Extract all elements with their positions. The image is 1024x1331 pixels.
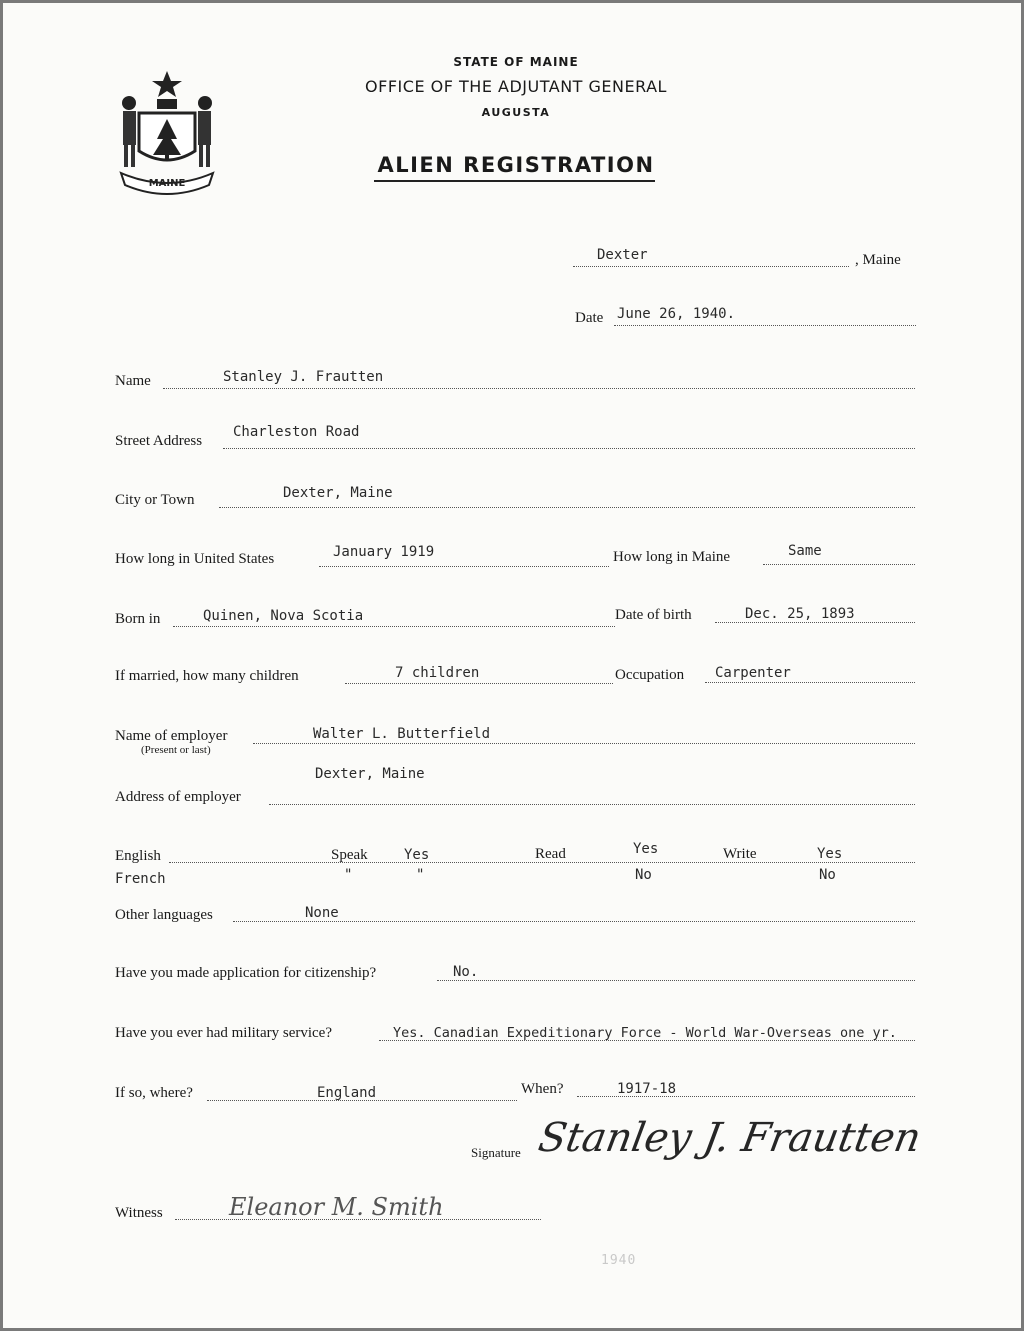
employer-address-label: Address of employer — [115, 789, 241, 805]
name-line — [163, 388, 915, 389]
english-speak-value: Yes — [404, 847, 430, 863]
read-label: Read — [535, 846, 566, 862]
french-speak-ditto: " — [344, 867, 353, 883]
when-value: 1917-18 — [617, 1081, 677, 1097]
dob-value: Dec. 25, 1893 — [745, 606, 855, 622]
english-read-value: Yes — [633, 841, 659, 857]
state-heading: STATE OF MAINE — [453, 55, 579, 69]
where-label: If so, where? — [115, 1085, 193, 1101]
dob-line — [715, 622, 915, 623]
children-label: If married, how many children — [115, 668, 299, 684]
city-value: Dexter, Maine — [283, 485, 393, 501]
date-value: June 26, 1940. — [617, 306, 736, 322]
seal-motto: MAINE — [148, 178, 186, 189]
street-value: Charleston Road — [233, 424, 360, 440]
employer-label: Name of employer — [115, 728, 228, 744]
office-heading: OFFICE OF THE ADJUTANT GENERAL — [365, 77, 667, 96]
other-languages-line — [233, 921, 915, 922]
witness-label: Witness — [115, 1205, 163, 1221]
citizenship-label: Have you made application for citizenship? — [115, 965, 377, 981]
town-line — [573, 266, 849, 267]
occupation-value: Carpenter — [715, 665, 791, 681]
town-suffix: , Maine — [855, 252, 901, 268]
us-time-line — [319, 566, 609, 567]
date-label: Date — [575, 310, 604, 326]
name-label: Name — [115, 373, 151, 389]
signature-label: Signature — [471, 1145, 521, 1160]
born-line — [173, 626, 615, 627]
city-line — [219, 507, 915, 508]
language-french-label: French — [115, 871, 166, 887]
born-value: Quinen, Nova Scotia — [203, 608, 364, 624]
street-label: Street Address — [115, 433, 203, 449]
maine-time-value: Same — [788, 543, 822, 559]
when-label: When? — [521, 1081, 564, 1097]
date-line — [614, 325, 916, 326]
form-title: ALIEN REGISTRATION — [377, 153, 655, 177]
name-value: Stanley J. Frautten — [223, 369, 384, 385]
citizenship-value: No. — [453, 964, 479, 980]
us-time-value: January 1919 — [333, 544, 435, 560]
city-label: City or Town — [115, 492, 195, 508]
occupation-line — [705, 682, 915, 683]
french-write-value: No — [819, 867, 836, 883]
children-value: 7 children — [395, 665, 480, 681]
city-heading: AUGUSTA — [481, 106, 551, 119]
children-line — [345, 683, 613, 684]
signature-value: Stanley J. Frautten — [534, 1115, 925, 1161]
maine-time-line — [763, 564, 915, 565]
employer-line — [253, 743, 915, 744]
born-label: Born in — [115, 611, 161, 627]
us-time-label: How long in United States — [115, 551, 275, 567]
write-label: Write — [723, 846, 757, 862]
maine-seal-icon — [111, 69, 223, 197]
french-speak-ditto-2: " — [416, 867, 425, 883]
employer-address-line — [269, 804, 915, 805]
where-value: England — [317, 1085, 377, 1101]
language-english-label: English — [115, 848, 161, 864]
military-value: Yes. Canadian Expeditionary Force - World War-Overseas one yr. — [393, 1025, 897, 1041]
other-languages-value: None — [305, 905, 339, 921]
title-underline — [374, 180, 655, 182]
dob-label: Date of birth — [615, 607, 692, 623]
maine-time-label: How long in Maine — [613, 549, 731, 565]
employer-value: Walter L. Butterfield — [313, 726, 491, 742]
french-read-value: No — [635, 867, 652, 883]
military-label: Have you ever had military service? — [115, 1025, 332, 1041]
english-write-value: Yes — [817, 846, 843, 862]
received-stamp: 1940 — [601, 1253, 637, 1268]
town-value: Dexter — [597, 247, 648, 263]
occupation-label: Occupation — [615, 667, 685, 683]
employer-address-value: Dexter, Maine — [315, 766, 425, 782]
employer-sublabel: (Present or last) — [141, 744, 211, 756]
citizenship-line — [437, 980, 915, 981]
speak-label: Speak — [331, 847, 368, 863]
street-line — [223, 448, 915, 449]
witness-value: Eleanor M. Smith — [229, 1193, 444, 1221]
other-languages-label: Other languages — [115, 907, 213, 923]
